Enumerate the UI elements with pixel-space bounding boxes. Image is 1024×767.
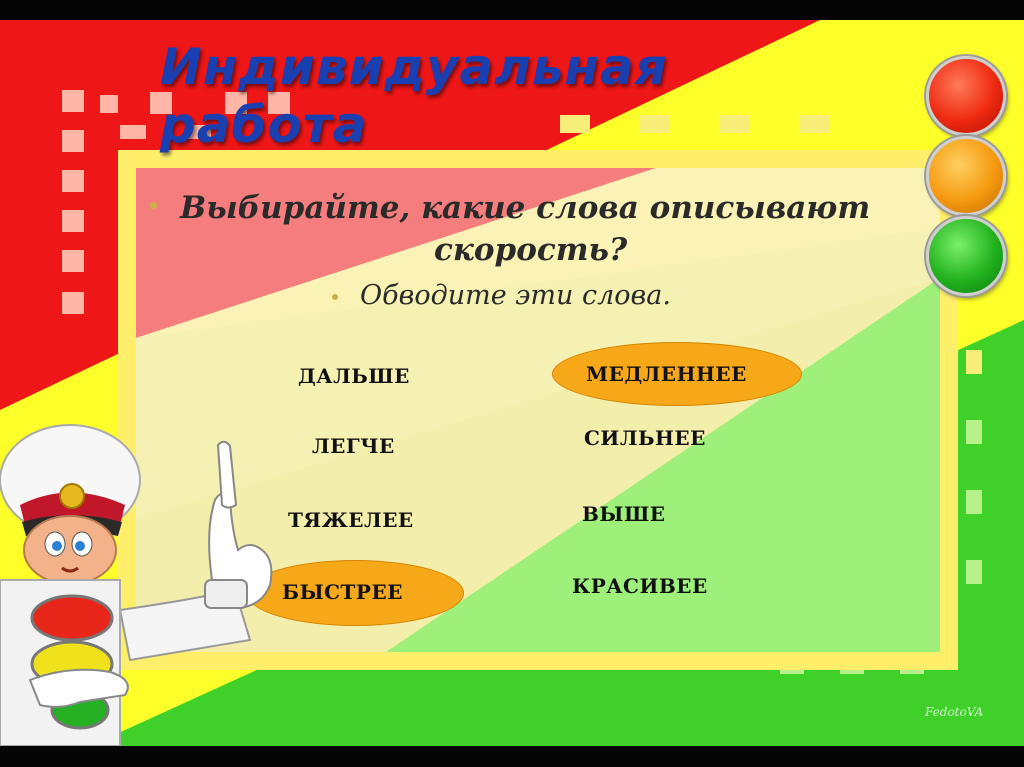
checker-square	[62, 250, 84, 272]
word-option[interactable]: СИЛЬНЕЕ	[584, 426, 706, 450]
presentation-slide	[0, 20, 1024, 746]
traffic-light-green	[926, 216, 1006, 296]
main-question-line1: Выбирайте, какие слова описывают	[180, 190, 871, 226]
checker-square	[100, 95, 118, 113]
checker-square	[966, 560, 982, 584]
main-question-line2: скорость?	[434, 232, 628, 268]
top-letterbox-bar	[0, 0, 1024, 20]
word-option[interactable]: КРАСИВЕЕ	[572, 574, 708, 598]
checker-square	[966, 420, 982, 444]
word-option[interactable]: ДАЛЬШЕ	[298, 364, 410, 388]
slide-title: Индивидуальная работа	[160, 38, 668, 154]
traffic-light-red	[926, 56, 1006, 136]
word-option[interactable]: ЛЕГЧЕ	[312, 434, 395, 458]
checker-square	[62, 292, 84, 314]
watermark: FedotoVA	[925, 705, 984, 719]
word-option[interactable]: ТЯЖЕЛЕЕ	[288, 508, 414, 532]
bullet-dot	[332, 294, 338, 300]
word-option[interactable]: ВЫШЕ	[582, 502, 666, 526]
bullet-dot	[150, 202, 157, 209]
checker-square	[966, 490, 982, 514]
checker-square	[62, 130, 84, 152]
checker-square	[62, 210, 84, 232]
word-option[interactable]: БЫСТРЕЕ	[282, 580, 403, 604]
instruction-text: Обводите эти слова.	[360, 280, 671, 311]
checker-square	[62, 90, 84, 112]
traffic-light-yellow	[926, 136, 1006, 216]
bottom-letterbox-bar	[0, 746, 1024, 767]
traffic-light-mascot	[0, 410, 300, 746]
checker-square	[62, 170, 84, 192]
raised-hand-icon	[205, 442, 271, 608]
checker-square	[120, 125, 146, 139]
checker-square	[966, 350, 982, 374]
word-option[interactable]: МЕДЛЕННЕЕ	[586, 362, 747, 386]
